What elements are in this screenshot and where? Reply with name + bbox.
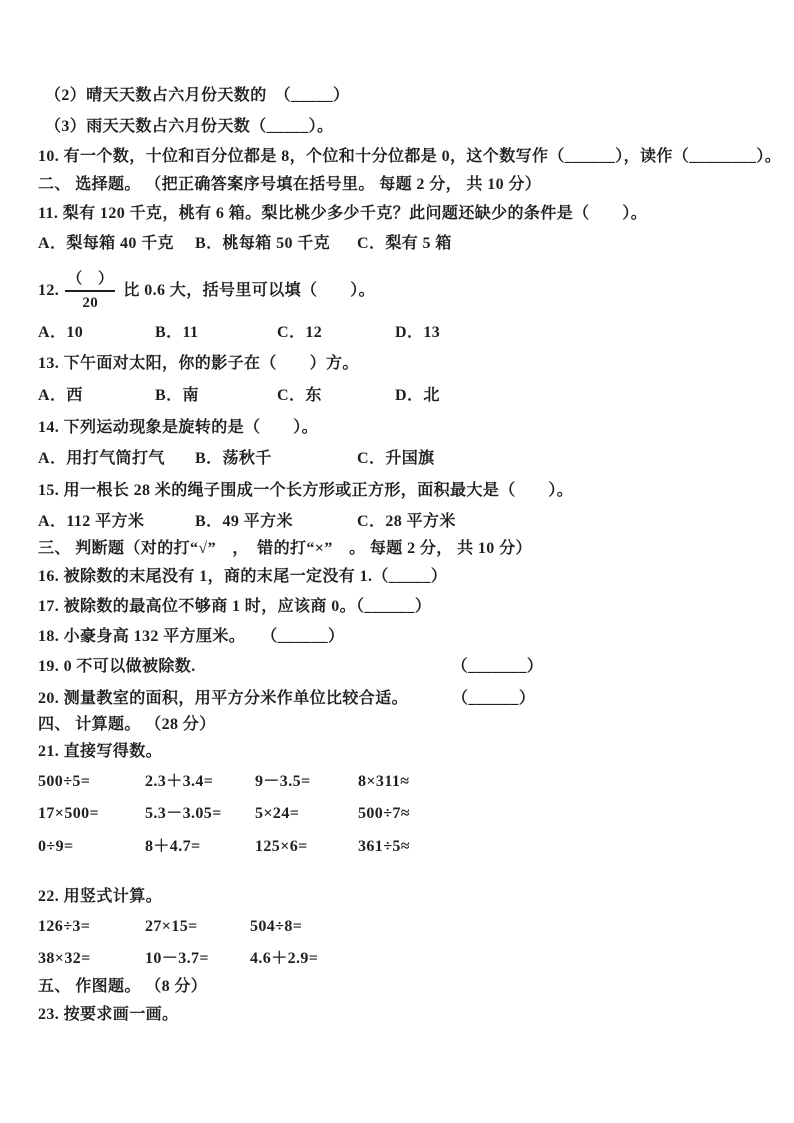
calc-expression: 5×24= <box>255 805 300 822</box>
question-18-stem: 18. 小豪身高 132 平方厘米。 <box>38 628 246 645</box>
fraction-numerator: （ ） <box>65 269 115 292</box>
question-22 <box>38 887 162 907</box>
calc-expression: 38×32= <box>38 950 91 967</box>
question-2-stem: （2）晴天天数占六月份天数的 <box>45 87 267 104</box>
calc-expression: 126÷3= <box>38 918 91 935</box>
question-19-blank: （_______） <box>451 658 544 675</box>
section-5-title: 五、 作图题。 （8 分） <box>38 978 208 995</box>
option-a: A．112 平方米 <box>38 513 145 530</box>
question-14 <box>38 418 318 438</box>
question-13-options <box>38 386 440 406</box>
question-3 <box>45 117 333 137</box>
calc-expression: 5.3－3.05= <box>145 805 222 822</box>
option-b: B．南 <box>155 387 199 404</box>
option-b: B．桃每箱 50 千克 <box>195 235 331 252</box>
option-c: C．梨有 5 箱 <box>357 235 452 252</box>
calc-expression: 0÷9= <box>38 838 74 855</box>
question-12-number: 12. <box>38 282 60 299</box>
question-21 <box>38 742 162 762</box>
option-b: B．11 <box>155 324 199 341</box>
calc-expression: 2.3＋3.4= <box>145 773 214 790</box>
question-12-fraction <box>65 269 115 313</box>
calc-expression: 500÷7≈ <box>358 805 410 822</box>
question-2-blank: （_____） <box>274 87 350 104</box>
option-a: A．西 <box>38 387 83 404</box>
question-21-row-3 <box>38 837 410 857</box>
calc-expression: 504÷8= <box>250 918 303 935</box>
calc-expression: 8×311≈ <box>358 773 410 790</box>
option-c: C．升国旗 <box>357 450 435 467</box>
calc-expression: 8＋4.7= <box>145 838 201 855</box>
question-15-stem: 15. 用一根长 28 米的绳子围成一个长方形或正方形，面积最大是（ ）。 <box>38 482 574 499</box>
question-11-options <box>38 234 452 254</box>
question-2 <box>45 86 349 106</box>
question-22-row-2 <box>38 949 318 969</box>
question-12-stem: 比 0.6 大，括号里可以填（ ）。 <box>123 282 376 299</box>
question-20-blank: （______） <box>460 690 536 707</box>
question-14-stem: 14. 下列运动现象是旋转的是（ ）。 <box>38 419 319 436</box>
question-19-stem: 19. 0 不可以做被除数. <box>38 658 196 675</box>
fraction-denominator: 20 <box>82 295 99 311</box>
section-3-header <box>38 539 532 559</box>
question-21-title: 21. 直接写得数。 <box>38 743 163 760</box>
calc-expression: 10－3.7= <box>145 950 209 967</box>
question-15-options <box>38 512 456 532</box>
question-22-row-1 <box>38 917 302 937</box>
section-4-header <box>38 715 216 735</box>
option-d: D．13 <box>395 324 441 341</box>
question-20-stem: 20. 测量教室的面积，用平方分米作单位比较合适。 <box>38 690 409 707</box>
section-3-title: 三、 判断题（对的打“√” ， 错的打“×” 。 每题 2 分， 共 10 分） <box>38 540 532 557</box>
option-b: B．荡秋千 <box>195 450 272 467</box>
section-2-header <box>38 175 541 195</box>
calc-expression: 125×6= <box>255 838 308 855</box>
question-21-row-2 <box>38 804 410 824</box>
question-17-stem: 17. 被除数的最高位不够商 1 时，应该商 0。 <box>38 598 357 615</box>
question-20 <box>38 689 535 709</box>
option-b: B．49 平方米 <box>195 513 293 530</box>
calc-expression: 27×15= <box>145 918 198 935</box>
question-16-blank: （_____） <box>372 568 448 585</box>
question-12-options <box>38 323 440 343</box>
calc-expression: 9－3.5= <box>255 773 311 790</box>
question-14-options <box>38 449 435 469</box>
question-17 <box>38 597 431 617</box>
option-c: C．28 平方米 <box>357 513 456 530</box>
question-13 <box>38 354 359 374</box>
question-22-title: 22. 用竖式计算。 <box>38 888 163 905</box>
question-16 <box>38 567 447 587</box>
calc-expression: 500÷5= <box>38 773 91 790</box>
question-3-stem: （3）雨天天数占六月份天数（_____）。 <box>45 118 334 135</box>
section-5-header <box>38 977 207 997</box>
question-17-blank: （______） <box>356 598 432 615</box>
section-4-title: 四、 计算题。 （28 分） <box>38 716 216 733</box>
question-10 <box>38 147 781 167</box>
question-19 <box>38 657 543 677</box>
question-11-stem: 11. 梨有 120 千克，桃有 6 箱。梨比桃少多少千克？此问题还缺少的条件是（ ）。 <box>38 205 648 222</box>
question-21-row-1 <box>38 772 409 792</box>
question-16-stem: 16. 被除数的末尾没有 1，商的末尾一定没有 1. <box>38 568 373 585</box>
calc-expression: 17×500= <box>38 805 100 822</box>
question-18 <box>38 627 344 647</box>
option-d: D．北 <box>395 387 440 404</box>
question-13-stem: 13. 下午面对太阳，你的影子在（ ）方。 <box>38 355 359 372</box>
question-23-title: 23. 按要求画一画。 <box>38 1006 179 1023</box>
calc-expression: 361÷5≈ <box>358 838 410 855</box>
question-18-blank: （______） <box>269 628 345 645</box>
option-a: A．梨每箱 40 千克 <box>38 235 174 252</box>
option-a: A．用打气筒打气 <box>38 450 165 467</box>
question-15 <box>38 481 573 501</box>
question-10-stem: 10. 有一个数，十位和百分位都是 8，个位和十分位都是 0，这个数写作（______），读作（________）。 <box>38 148 782 165</box>
option-c: C．东 <box>277 387 322 404</box>
calc-expression: 4.6＋2.9= <box>250 950 319 967</box>
question-11 <box>38 204 647 224</box>
question-12 <box>38 266 375 316</box>
section-2-title: 二、 选择题。 （把正确答案序号填在括号里。 每题 2 分， 共 10 分） <box>38 176 542 193</box>
question-23 <box>38 1005 178 1025</box>
option-c: C．12 <box>277 324 323 341</box>
option-a: A．10 <box>38 324 84 341</box>
